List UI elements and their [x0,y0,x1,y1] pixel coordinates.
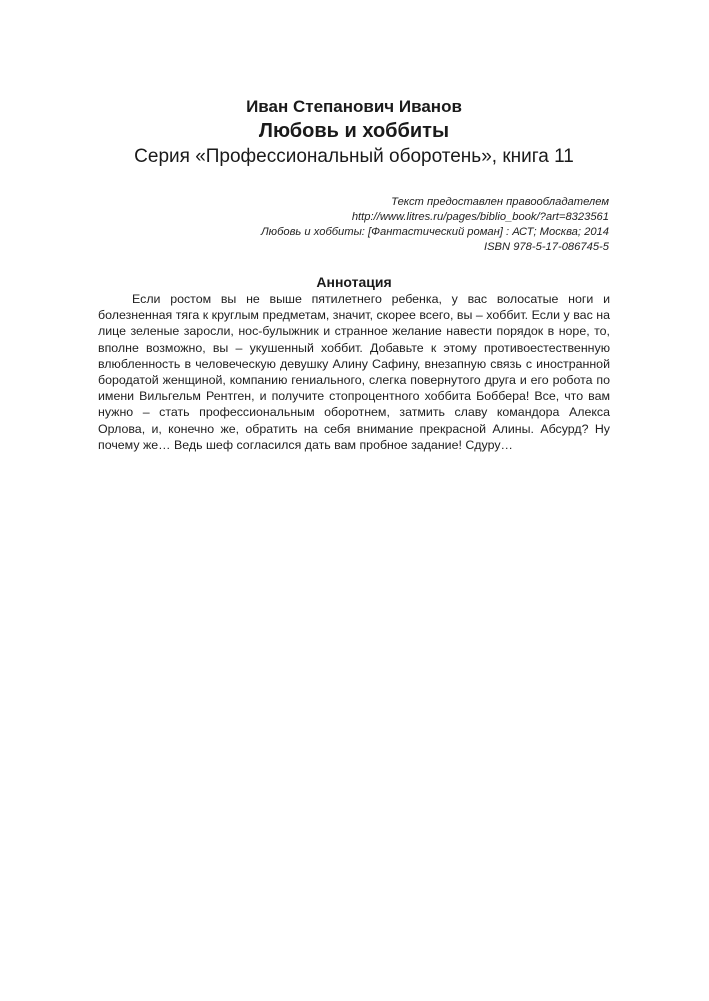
provided-by-line: Текст предоставлен правообладателем [391,196,609,208]
series-line: Серия «Профессиональный оборотень», книга 11 [134,146,574,167]
citation-line: Любовь и хоббиты: [Фантастический роман] : АСТ; Москва; 2014 [261,226,609,238]
annotation-text: Если ростом вы не выше пятилетнего ребенка, у вас волосатые ноги и болезненная тяга к круглым предметам, значит, скорее всего, вы – хоббит. Если у вас на лице зеленые заросли, нос-булыжник и странное желание навести порядок в норе, то, вполне возможно, вы – укушенный хоббит. Добавьте к этому противоестественную влюбленность в человеческую девушку Алину Сафину, внезапную связь с иностранной бородатой женщиной, компанию гениального, слегка повернутого друга и его робота по имени Вильгельм Рентген, и получите стопроцентного хоббита Боббера! Все, что вам нужно – стать профессиональным оборотнем, затмить славу командора Алекса Орлова, и, конечно же, обратить на себя внимание прекрасной Алины. Абсурд? Ну почему же… Ведь шеф согласился дать вам пробное задание! Сдуру… [98,292,610,452]
source-url: http://www.litres.ru/pages/biblio_book/?art=8323561 [351,211,609,223]
isbn-line: ISBN 978-5-17-086745-5 [483,241,609,253]
annotation-heading: Аннотация [316,274,392,290]
title-block [98,96,610,169]
book-title: Любовь и хоббиты [258,120,450,142]
author-name: Иван Степанович Иванов [246,97,462,116]
source-info [169,195,609,255]
